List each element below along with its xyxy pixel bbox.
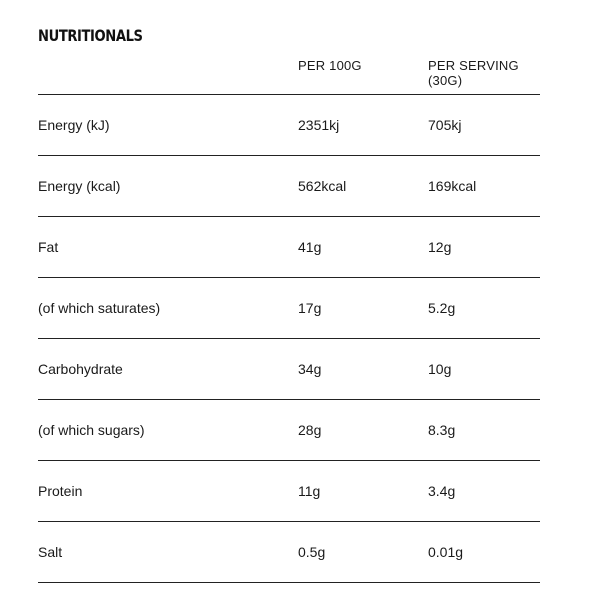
row-per-100g: 41g xyxy=(298,239,322,255)
row-per-100g: 28g xyxy=(298,422,322,438)
row-per-100g: 34g xyxy=(298,361,322,377)
row-label: (of which sugars) xyxy=(38,422,145,438)
row-label: Fat xyxy=(38,239,59,255)
table-row xyxy=(38,156,540,217)
page-title: NUTRITIONALS xyxy=(38,26,143,45)
row-label: Carbohydrate xyxy=(38,361,123,377)
table-row xyxy=(38,278,540,339)
row-label: Energy (kJ) xyxy=(38,117,110,133)
row-per-serving: 169kcal xyxy=(428,178,477,194)
table-row xyxy=(38,95,540,156)
row-per-serving: 10g xyxy=(428,361,452,377)
table-header-row xyxy=(38,56,540,95)
row-per-serving: 12g xyxy=(428,239,452,255)
row-per-100g: 17g xyxy=(298,300,322,316)
row-per-serving: 3.4g xyxy=(428,483,456,499)
row-per-serving: 8.3g xyxy=(428,422,456,438)
row-label: Protein xyxy=(38,483,83,499)
table-row xyxy=(38,522,540,583)
header-per-100g: PER 100G xyxy=(298,58,362,73)
table-row xyxy=(38,339,540,400)
row-per-100g: 2351kj xyxy=(298,117,340,133)
table-row xyxy=(38,400,540,461)
row-per-serving: 0.01g xyxy=(428,544,464,560)
row-per-100g: 562kcal xyxy=(298,178,347,194)
row-per-100g: 0.5g xyxy=(298,544,326,560)
row-per-serving: 5.2g xyxy=(428,300,456,316)
row-per-100g: 11g xyxy=(298,483,321,499)
row-label: Salt xyxy=(38,544,63,560)
table-row xyxy=(38,217,540,278)
row-label: Energy (kcal) xyxy=(38,178,121,194)
row-per-serving: 705kj xyxy=(428,117,462,133)
row-label: (of which saturates) xyxy=(38,300,161,316)
header-per-serving: PER SERVING (30G) xyxy=(428,58,519,88)
table-row xyxy=(38,461,540,522)
